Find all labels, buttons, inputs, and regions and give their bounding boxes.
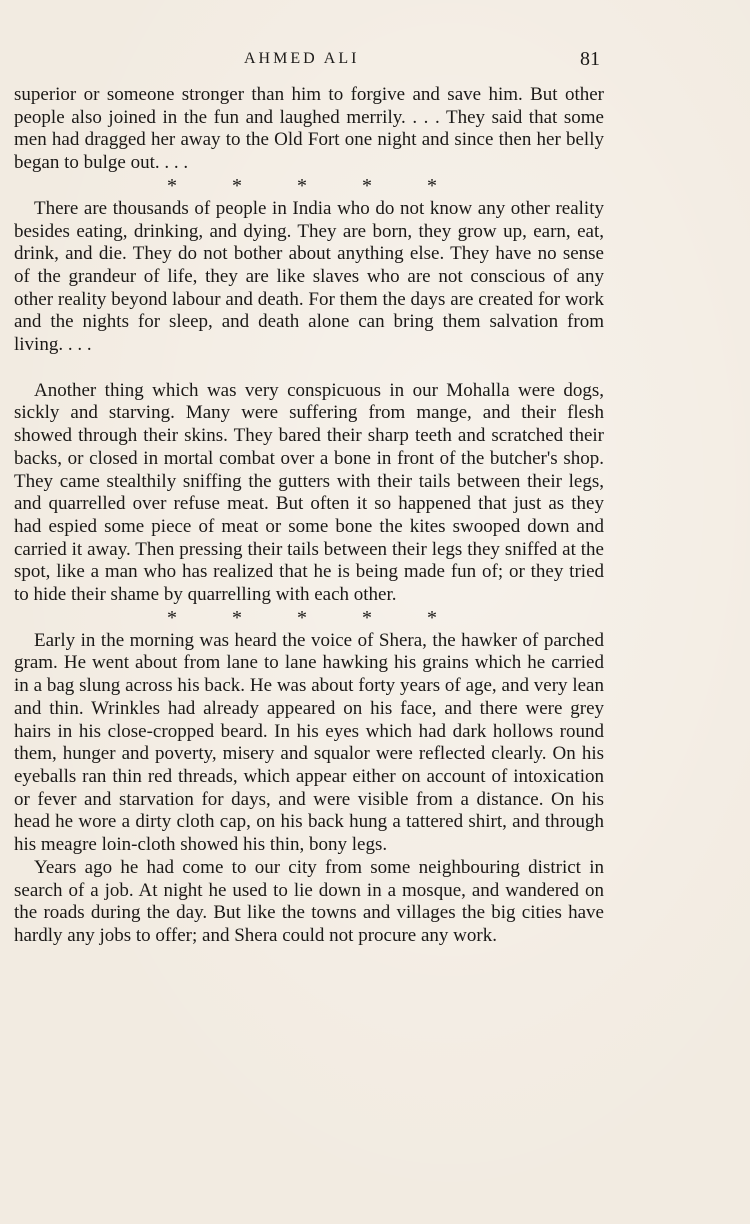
- asterisk: *: [232, 606, 242, 629]
- section-break-2: [167, 607, 437, 630]
- blank-line: [14, 357, 604, 380]
- asterisk: *: [297, 174, 307, 197]
- paragraph-5: Years ago he had come to our city from some neighbouring district in search of a job. At night he used to lie down in a mosque, and wandered on the roads during the day. But like the towns and villages the big cities have hardly any jobs to offer; and Shera could not procure any work.: [14, 856, 604, 946]
- body-text: [14, 84, 604, 948]
- asterisk: *: [232, 174, 242, 197]
- running-head-author: AHMED ALI: [244, 50, 360, 67]
- paragraph-4: Early in the morning was heard the voice of Shera, the hawker of parched gram. He went about from lane to lane hawking his grains which he carried in a bag slung across his back. He was about forty years of age, and very lean and thin. Wrinkles had already appeared on his face, and there were grey hairs in his close-cropped beard. In his eyes which had dark hollows round them, hunger and poverty, misery and squalor were reflected clearly. On his eyeballs ran thin red threads, which appear either on account of intoxication or fever and starvation for days, and were visible from a distance. On his head he wore a dirty cloth cap, on his back hung a tattered shirt, and through his meagre loin-cloth showed his thin, bony legs.: [14, 629, 604, 856]
- asterisk: *: [427, 606, 437, 629]
- paragraph-3: Another thing which was very conspicuous in our Mohalla were dogs, sickly and starving. Many were suffering from mange, and their flesh showed through their skins. They bared their sharp teeth and scratched their backs, or closed in mortal combat over a bone in front of the butcher's shop. They came stealthily sniffing the gutters with their tails between their legs, and quarrelled over refuse meat. But often it so happened that just as they had espied some piece of meat or some bone the kites swooped down and carried it away. Then pressing their tails between their legs they sniffed at the spot, like a man who has realized that he is being made fun of; or they tried to hide their shame by quarrelling with each other.: [14, 379, 604, 606]
- section-break-1: [167, 175, 437, 198]
- asterisk: *: [167, 174, 177, 197]
- asterisk: *: [362, 606, 372, 629]
- page-number: 81: [580, 48, 600, 70]
- asterisk: *: [362, 174, 372, 197]
- asterisk: *: [297, 606, 307, 629]
- running-head: [0, 46, 750, 72]
- paragraph-2: There are thousands of people in India who do not know any other reality besides eating, drinking, and dying. They are born, they grow up, earn, eat, drink, and die. They do not bother about anything else. They have no sense of the grandeur of life, they are like slaves who are not conscious of any other reality beyond labour and death. For them the days are created for work and the nights for sleep, and death alone can bring them salvation from living. . . .: [14, 197, 604, 356]
- asterisk: *: [167, 606, 177, 629]
- asterisk: *: [427, 174, 437, 197]
- paragraph-1: superior or someone stronger than him to forgive and save him. But other people also joined in the fun and laughed merrily. . . . They said that some men had dragged her away to the Old Fort one night and since then her belly began to bulge out. . . .: [14, 84, 604, 174]
